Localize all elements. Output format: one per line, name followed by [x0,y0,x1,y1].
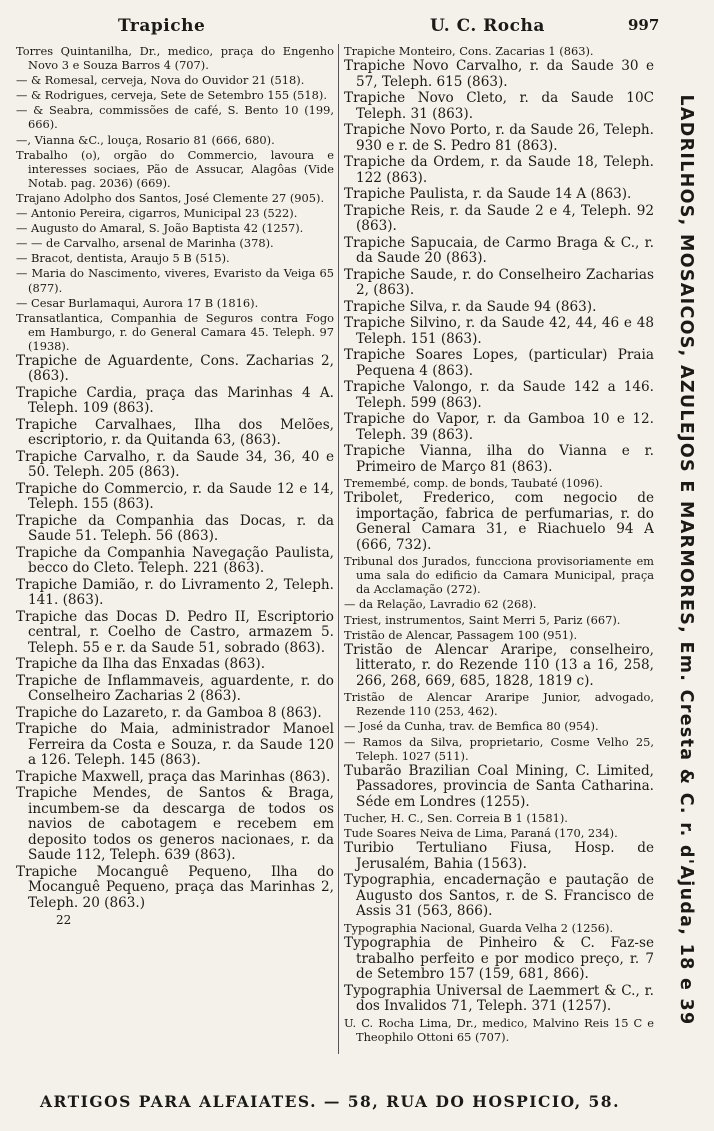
directory-entry: Trapiche de Inflammaveis, aguardente, r. do Conselheiro Zacharias 2 (863). [16,672,334,705]
directory-entry: Tristão de Alencar, Passagem 100 (951). [344,627,578,642]
directory-entry: Turibio Tertuliano Fiusa, Hosp. de Jerusalém, Bahia (1563). [344,840,654,872]
directory-entry: — & Rodrigues, cerveja, Sete de Setembro 155 (518). [16,88,327,103]
directory-entry: — & Seabra, commissões de café, S. Bento 10 (199, 666). [16,103,334,132]
directory-entry: Trapiche da Ordem, r. da Saude 18, Teleph. 122 (863). [344,154,654,186]
page-header [0,10,714,38]
directory-entry: Trapiche do Lazareto, r. da Gamboa 8 (863). [16,704,322,721]
directory-entry: Trapiche de Aguardente, Cons. Zacharias 2, (863). [16,352,334,385]
directory-entry: Tubarão Brazilian Coal Mining, C. Limited, Passadores, provincia de Santa Catharina. Séde em Londres (1255). [344,762,654,810]
directory-entry: Trapiche Sapucaia, de Carmo Braga & C., r. da Saude 20 (863). [344,234,654,267]
directory-entry: Tucher, H. C., Sen. Correia B 1 (1581). [344,811,568,826]
page-number: 997 [628,16,660,34]
directory-entry: Trapiche Saude, r. do Conselheiro Zacharias 2, (863). [344,266,654,299]
directory-entry: Tude Soares Neiva de Lima, Paraná (170, 234). [344,826,618,841]
directory-entry: Tristão de Alencar Araripe, conselheiro, litterato, r. do Rezende 110 (13 a 16, 258, 266, 268, 669, 685, 1828, 1819 c). [344,641,654,689]
directory-entry: Trapiche Valongo, r. da Saude 142 a 146. Teleph. 599 (863). [344,379,654,411]
directory-entry: Trajano Adolpho dos Santos, José Clemente 27 (905). [16,190,325,205]
directory-entry: Typographia, encadernação e pautação de Augusto dos Santos, r. de S. Francisco de Assis 31 (563, 866). [344,872,654,920]
directory-entry: —, Vianna &C., louça, Rosario 81 (666, 680). [16,132,275,147]
directory-entry: Trapiche Maxwell, praça das Marinhas (863). [16,768,331,785]
vertical-advertisement [660,40,700,1080]
directory-entry: — — de Carvalho, arsenal de Marinha (378). [16,236,274,251]
directory-entry: Tribolet, Frederico, com negocio de importação, fabrica de perfumarias, r. do General Camara 31, e Riachuelo 94 A (666, 732). [344,490,654,553]
directory-entry: Torres Quintanilha, Dr., medico, praça do Engenho Novo 3 e Souza Barros 4 (707). [16,44,334,73]
right-column [344,44,654,1044]
directory-entry: Trapiche Mendes, de Santos & Braga, incumbem-se da descarga de todos os navios de cabotagem e recebem em deposito todos os generos nacionaes, r. da Saude 112, Teleph. 639 (863). [16,785,334,864]
directory-entry: — da Relação, Lavradio 62 (268). [344,597,537,612]
directory-entry: Trapiche Silva, r. da Saude 94 (863). [344,298,597,315]
directory-entry: Trapiche da Companhia das Docas, r. da Saude 51. Teleph. 56 (863). [16,512,334,545]
directory-entry: Trapiche Vianna, ilha do Vianna e r. Primeiro de Março 81 (863). [344,443,654,475]
directory-entry: Trapiche Mocanguê Pequeno, Ilha do Mocanguê Pequeno, praça das Marinhas 2, Teleph. 20 (863.) [16,863,334,911]
directory-entry: Trapiche Cardia, praça das Marinhas 4 A. Teleph. 109 (863). [16,384,334,417]
directory-entry: Tribunal dos Jurados, funcciona provisoriamente em uma sala do edificio da Camara Municipal, praça da Acclamação (272). [344,554,654,597]
directory-entry: U. C. Rocha Lima, Dr., medico, Malvino Reis 15 C e Theophilo Ottoni 65 (707). [344,1015,654,1044]
footer-advertisement: ARTIGOS PARA ALFAIATES. — 58, RUA DO HOSPICIO, 58. [40,1092,620,1111]
directory-entry: Trapiche Damião, r. do Livramento 2, Teleph. 141. (863). [16,576,334,609]
directory-entry: Triest, instrumentos, Saint Merri 5, Pariz (667). [344,612,621,627]
directory-entry: Trapiche das Docas D. Pedro II, Escriptorio central, r. Coelho de Castro, armazem 5. Teleph. 55 e r. da Saude 51, sobrado (863). [16,608,334,656]
directory-entry: Tristão de Alencar Araripe Junior, advogado, Rezende 110 (253, 462). [344,690,654,719]
directory-entry: Trapiche Soares Lopes, (particular) Praia Pequena 4 (863). [344,347,654,379]
directory-entry: — Ramos da Silva, proprietario, Cosme Velho 25, Teleph. 1027 (511). [344,734,654,763]
directory-entry: — Bracot, dentista, Araujo 5 B (515). [16,251,230,266]
directory-entry: Trapiche Paulista, r. da Saude 14 A (863). [344,186,632,203]
directory-entry: Trapiche do Vapor, r. da Gamboa 10 e 12. Teleph. 39 (863). [344,411,654,443]
header-left-keyword: Trapiche [118,16,206,36]
directory-entry: Trapiche Carvalho, r. da Saude 34, 36, 40 e 50. Teleph. 205 (863). [16,448,334,481]
directory-entry: Trapiche Novo Cleto, r. da Saude 10C Teleph. 31 (863). [344,90,654,122]
directory-entry: Trapiche da Companhia Navegação Paulista, becco do Cleto. Teleph. 221 (863). [16,544,334,577]
directory-entry: — José da Cunha, trav. de Bemfica 80 (954). [344,719,599,734]
directory-entry: Typographia Nacional, Guarda Velha 2 (1256). [344,920,614,935]
directory-entry: Typographia Universal de Laemmert & C., r. dos Invalidos 71, Teleph. 371 (1257). [344,982,654,1014]
directory-entry: — & Romesal, cerveja, Nova do Ouvidor 21 (518). [16,73,305,88]
directory-entry: Tremembé, comp. de bonds, Taubaté (1096). [344,476,603,491]
directory-entry: Trapiche do Maia, administrador Manoel Ferreira da Costa e Souza, r. da Saude 120 a 126. Teleph. 145 (863). [16,721,334,769]
directory-entry: Trapiche Reis, r. da Saude 2 e 4, Teleph. 92 (863). [344,202,654,235]
column-footnote-number: 22 [56,913,72,928]
directory-entry: Trapiche da Ilha das Enxadas (863). [16,656,266,673]
directory-entry: Trapiche do Commercio, r. da Saude 12 e 14, Teleph. 155 (863). [16,480,334,513]
directory-entry: Trapiche Silvino, r. da Saude 42, 44, 46 e 48 Teleph. 151 (863). [344,315,654,347]
directory-entry: — Cesar Burlamaqui, Aurora 17 B (1816). [16,295,259,310]
header-right-keyword: U. C. Rocha [430,16,545,36]
directory-entry: Trapiche Monteiro, Cons. Zacarias 1 (863). [344,44,594,58]
column-divider [338,44,339,1054]
directory-entry: Transatlantica, Companhia de Seguros contra Fogo em Hamburgo, r. do General Camara 45. Teleph. 97 (1938). [16,310,334,353]
directory-entry: Typographia de Pinheiro & C. Faz-se trabalho perfeito e por modico preço, r. 7 de Setembro 157 (159, 681, 866). [344,935,654,982]
directory-entry: — Maria do Nascimento, viveres, Evaristo da Veiga 65 (877). [16,266,334,295]
vertical-advertisement-text: LADRILHOS, MOSAICOS, AZULEJOS E MARMORES, Em. Cresta & C. r. d'Ajuda, 18 e 39 [676,94,696,1026]
directory-entry: Trapiche Novo Carvalho, r. da Saude 30 e 57, Teleph. 615 (863). [344,58,654,90]
directory-entry: Trapiche Novo Porto, r. da Saude 26, Teleph. 930 e r. de S. Pedro 81 (863). [344,122,654,154]
directory-entry: — Augusto do Amaral, S. João Baptista 42 (1257). [16,221,304,236]
directory-entry: — Antonio Pereira, cigarros, Municipal 23 (522). [16,206,298,221]
left-column [16,44,334,1092]
directory-entry: Trapiche Carvalhaes, Ilha dos Melões, escriptorio, r. da Quitanda 63, (863). [16,416,334,449]
directory-entry: Trabalho (o), orgão do Commercio, lavoura e interesses sociaes, Pão de Assucar, Alagôas (Vide Notab. pag. 2036) (669). [16,147,334,190]
